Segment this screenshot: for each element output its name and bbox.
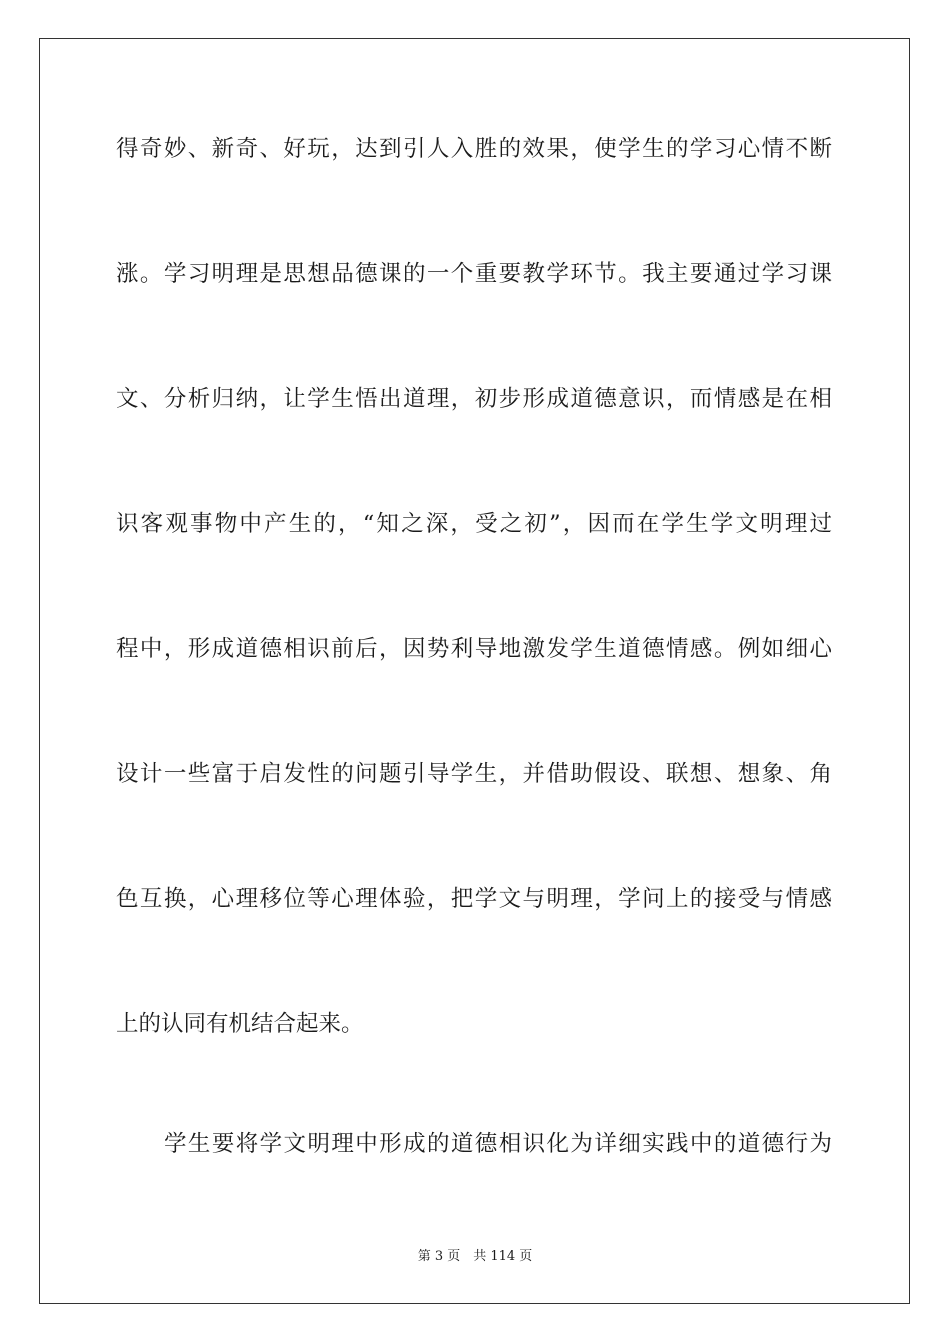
text-line: 程中，形成道德相识前后，因势利导地激发学生道德情感。例如细心 xyxy=(116,636,832,662)
text-line: 涨。学习明理是思想品德课的一个重要教学环节。我主要通过学习课 xyxy=(116,261,832,287)
page-number-footer: 第 3 页 共 114 页 xyxy=(417,1249,533,1264)
text-line: 上的认同有机结合起来。 xyxy=(116,1011,364,1037)
page-border xyxy=(39,38,910,1304)
text-line: 识客观事物中产生的，“知之深，受之初”，因而在学生学文明理过 xyxy=(116,511,832,537)
text-line: 设计一些富于启发性的问题引导学生，并借助假设、联想、想象、角 xyxy=(116,761,832,787)
text-line: 文、分析归纳，让学生悟出道理，初步形成道德意识，而情感是在相 xyxy=(116,386,832,412)
text-line: 得奇妙、新奇、好玩，达到引人入胜的效果，使学生的学习心情不断 xyxy=(116,136,832,162)
text-line: 学生要将学文明理中形成的道德相识化为详细实践中的道德行为 xyxy=(164,1131,832,1157)
text-line: 色互换，心理移位等心理体验，把学文与明理，学问上的接受与情感 xyxy=(116,886,832,912)
